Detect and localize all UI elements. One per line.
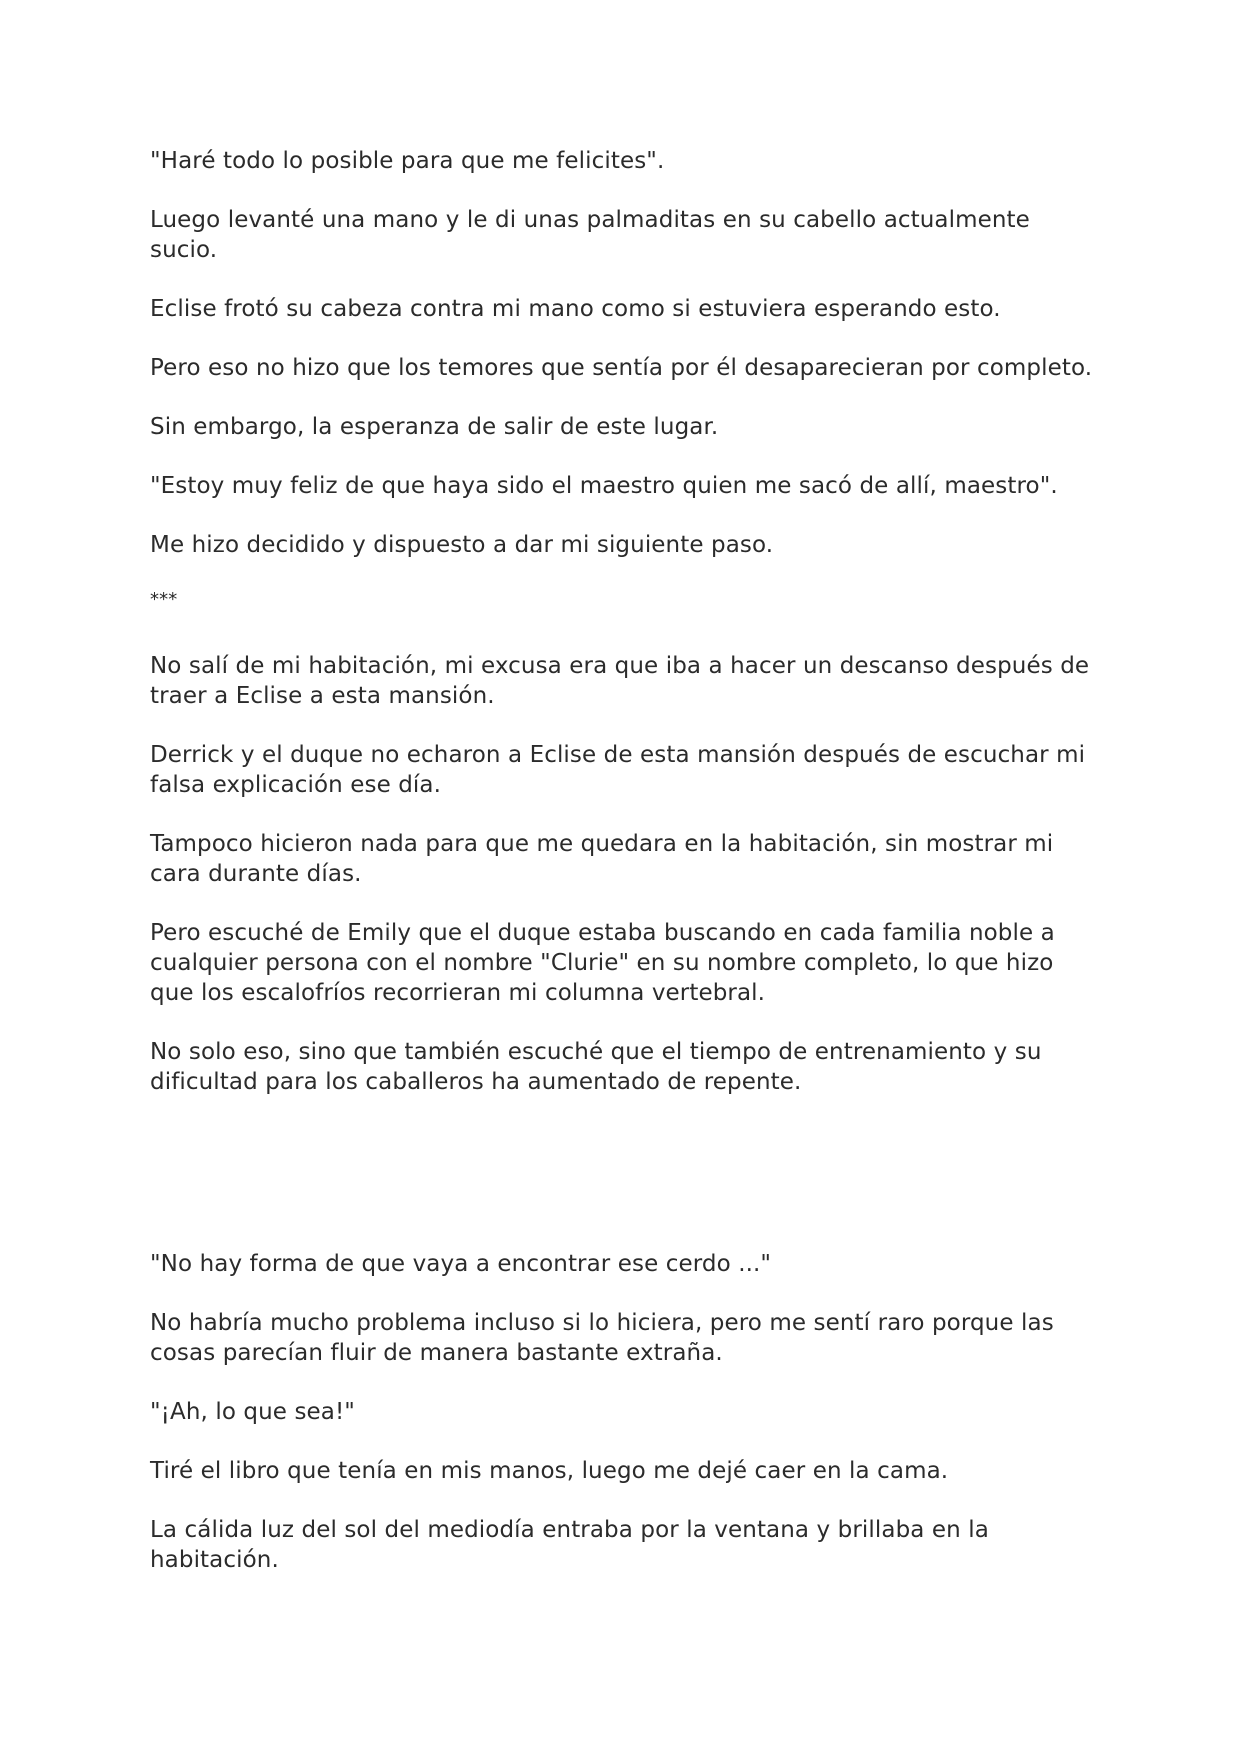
paragraph: "Haré todo lo posible para que me felicites". [150,148,665,174]
paragraph: Me hizo decidido y dispuesto a dar mi siguiente paso. [150,532,774,558]
paragraph: La cálida luz del sol del mediodía entraba por la ventana y brillaba en la habitación. [150,1517,989,1573]
paragraph: Tiré el libro que tenía en mis manos, luego me dejé caer en la cama. [150,1458,949,1484]
paragraph: No solo eso, sino que también escuché que el tiempo de entrenamiento y su dificultad para los caballeros ha aumentado de repente. [150,1039,1042,1095]
paragraph: No salí de mi habitación, mi excusa era que iba a hacer un descanso después de traer a Eclise a esta mansión. [150,653,1090,709]
paragraph: Pero eso no hizo que los temores que sentía por él desaparecieran por completo. [150,355,1093,381]
paragraph: No habría mucho problema incluso si lo hiciera, pero me sentí raro porque las cosas parecían fluir de manera bastante extraña. [150,1310,1054,1366]
scene-separator: *** [150,589,178,610]
paragraph: Tampoco hicieron nada para que me quedara en la habitación, sin mostrar mi cara durante días. [150,831,1054,887]
paragraph: Derrick y el duque no echaron a Eclise de esta mansión después de escuchar mi falsa explicación ese día. [150,742,1086,798]
paragraph: Sin embargo, la esperanza de salir de este lugar. [150,414,719,440]
paragraph: "¡Ah, lo que sea!" [150,1399,355,1425]
paragraph: Luego levanté una mano y le di unas palmaditas en su cabello actualmente sucio. [150,207,1030,263]
paragraph: Eclise frotó su cabeza contra mi mano como si estuviera esperando esto. [150,296,1001,322]
paragraph: "No hay forma de que vaya a encontrar ese cerdo ..." [150,1251,772,1277]
document-body [150,146,1095,1604]
paragraph: "Estoy muy feliz de que haya sido el maestro quien me sacó de allí, maestro". [150,473,1058,499]
paragraph: Pero escuché de Emily que el duque estaba buscando en cada familia noble a cualquier persona con el nombre "Clurie" en su nombre completo, lo que hizo que los escalofríos recorrieran mi columna vertebral. [150,920,1055,1006]
